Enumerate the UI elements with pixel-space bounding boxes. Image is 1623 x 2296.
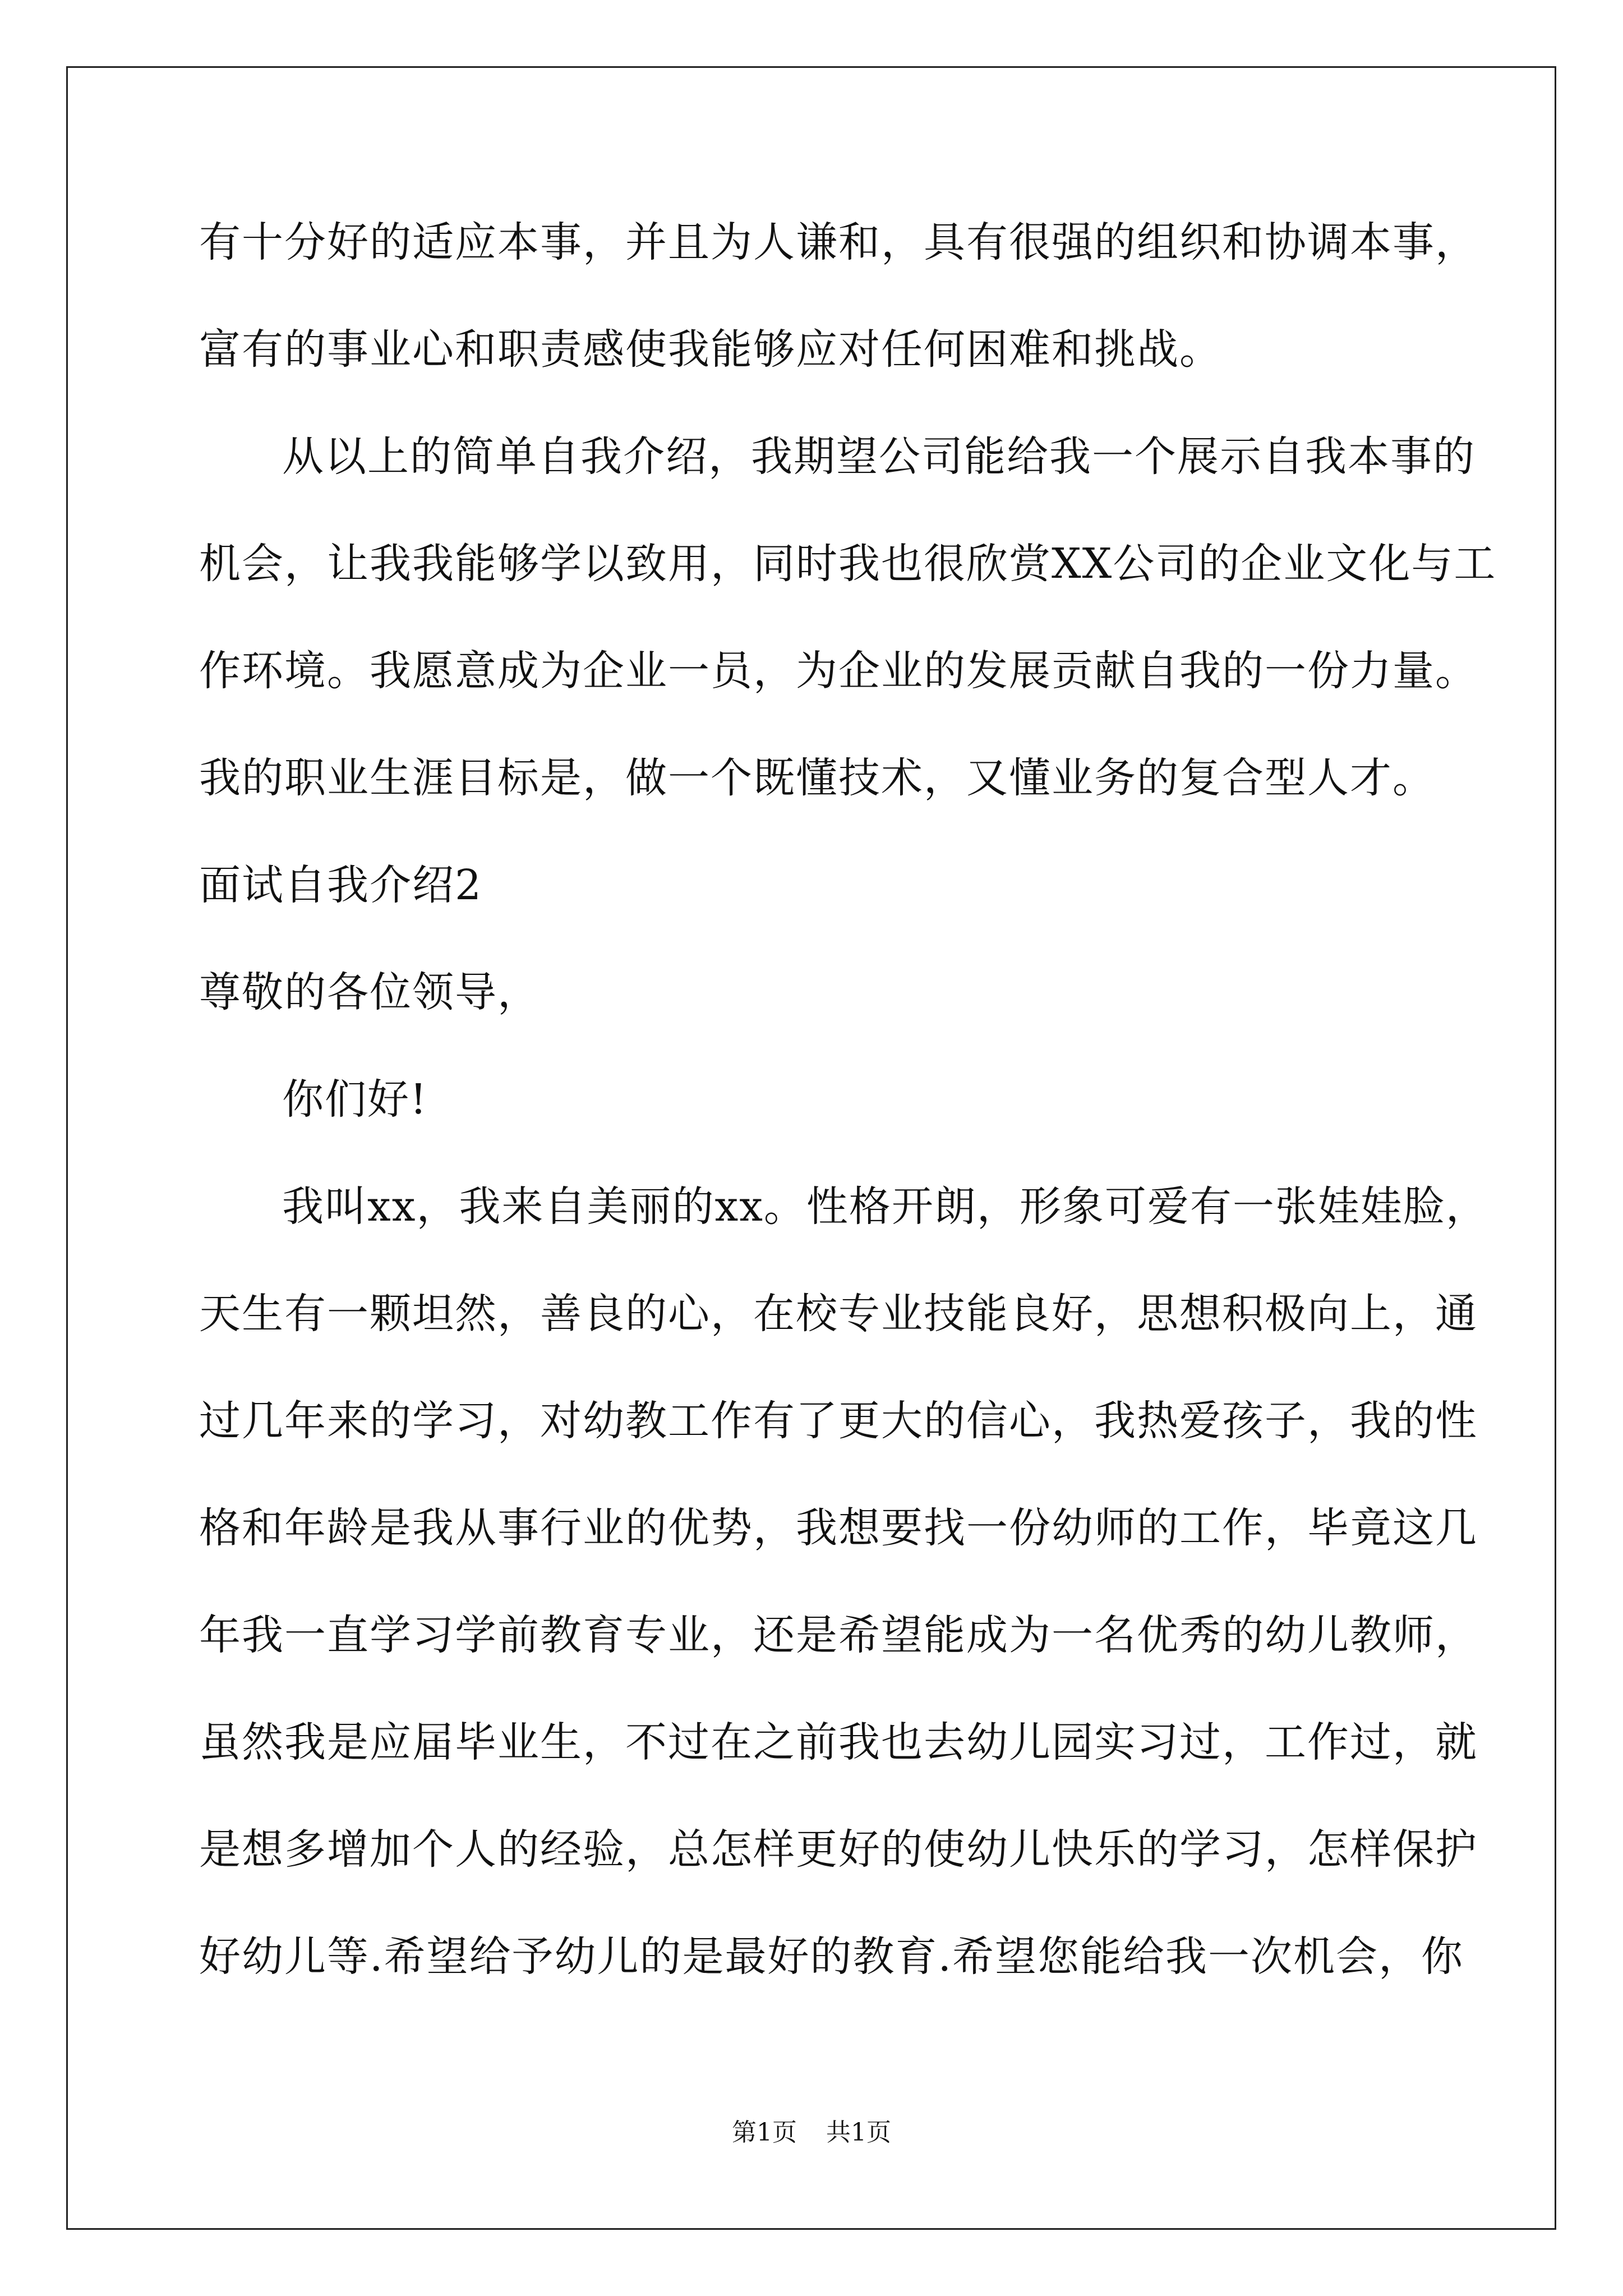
text-line: 机会，让我我能够学以致用，同时我也很欣赏XX公司的企业文化与工 xyxy=(199,540,1497,588)
greeting: 你们好! xyxy=(282,1075,428,1124)
text-line: 有十分好的适应本事，并且为人谦和，具有很强的组织和协调本事， xyxy=(199,218,1478,266)
text-line: 我叫xx，我来自美丽的xx。性格开朗，形象可爱有一张娃娃脸， xyxy=(282,1182,1488,1231)
document-body xyxy=(199,209,1497,2030)
text-line: 我的职业生涯目标是，做一个既懂技术，又懂业务的复合型人才。 xyxy=(199,754,1435,802)
text-line: 好幼儿等.希望给予幼儿的是最好的教育.希望您能给我一次机会，你 xyxy=(199,1932,1464,1981)
text-line: 年我一直学习学前教育专业，还是希望能成为一名优秀的幼儿教师， xyxy=(199,1611,1478,1659)
text-line: 格和年龄是我从事行业的优势，我想要找一份幼师的工作，毕竟这几 xyxy=(199,1504,1478,1552)
text-line: 富有的事业心和职责感使我能够应对任何困难和挑战。 xyxy=(199,325,1222,374)
text-line: 虽然我是应届毕业生，不过在之前我也去幼儿园实习过，工作过，就 xyxy=(199,1718,1478,1766)
text-line: 从以上的简单自我介绍，我期望公司能给我一个展示自我本事的 xyxy=(282,432,1476,481)
section-heading: 面试自我介绍2 xyxy=(199,861,483,909)
salutation: 尊敬的各位领导， xyxy=(199,968,540,1016)
page-footer xyxy=(0,2116,1623,2150)
page-number: 第1页 xyxy=(732,2118,797,2147)
text-line: 作环境。我愿意成为企业一员，为企业的发展贡献自我的一份力量。 xyxy=(199,647,1478,695)
text-line: 过几年来的学习，对幼教工作有了更大的信心，我热爱孩子，我的性 xyxy=(199,1397,1478,1445)
page-total: 共1页 xyxy=(826,2118,891,2147)
text-line: 是想多增加个人的经验，总怎样更好的使幼儿快乐的学习，怎样保护 xyxy=(199,1825,1478,1874)
text-line: 天生有一颗坦然，善良的心，在校专业技能良好，思想积极向上，通 xyxy=(199,1290,1478,1338)
